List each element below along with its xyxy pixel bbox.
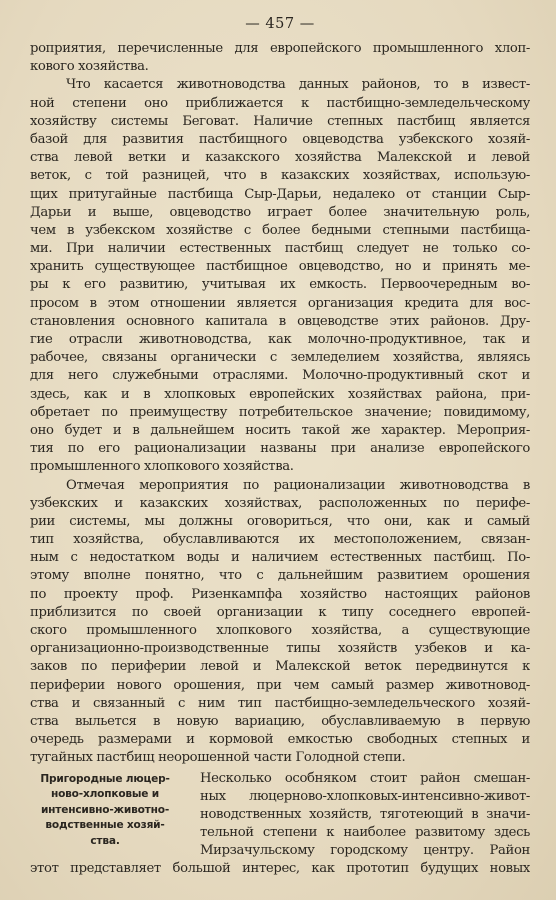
text-line: тип хозяйства, обуславливаются их местоположением, связан- [30, 532, 530, 548]
text-line: чем в узбекском хозяйстве с более бедными степными пастбища- [30, 222, 530, 238]
text-line: этот представляет большой интерес, как прототип будущих новых [30, 861, 530, 877]
paragraph [30, 477, 530, 768]
text-line: для него служебными отраслями. Молочно-продуктивный скот и [30, 368, 530, 384]
text-line: ры к его развитию, учитывая их емкость. Первоочередным во- [30, 277, 530, 293]
text-line: периферии нового орошения, при чем самый размер животновод- [30, 677, 530, 693]
text-line: кового хозяйства. [30, 59, 149, 75]
text-line: промышленного хлопкового хозяйства. [30, 459, 294, 475]
text-line: Несколько особняком стоит район смешан- [200, 770, 530, 786]
text-line: ных люцерново-хлопковых-интенсивно-живот- [200, 788, 530, 804]
text-line: Мирзачульскому городскому центру. Район [200, 843, 530, 859]
text-line: по проекту проф. Ризенкампфа хозяйство настоящих районов [30, 586, 530, 602]
text-line: ского промышленного хлопкового хозяйства, а существующие [30, 623, 530, 638]
text-line: становления основного капитала в овцеводстве этих районов. Дру- [30, 313, 530, 329]
text-line: щих притугайные пастбища Сыр-Дарьи, недалеко от станции Сыр- [30, 186, 530, 202]
text-line: оно будет и в дальнейшем носить такой же характер. Мероприя- [30, 422, 530, 438]
side-heading-line: водственные хозяй- [45, 819, 165, 831]
text-line: ства левой ветки и казакского хозяйства Малекской и левой [30, 150, 530, 166]
text-line: здесь, как и в хлопковых европейских хозяйствах района, при- [30, 386, 530, 402]
main-text [30, 40, 530, 768]
text-line: обретает по преимуществу потребительское значение; повидимому, [30, 404, 530, 420]
text-line: заков по периферии левой и Малекской веток передвинутся к [30, 659, 530, 675]
page-number: — 457 — [245, 16, 315, 32]
text-line: роприятия, перечисленные для европейского промышленного хлоп- [30, 41, 530, 56]
text-line: тия по его рационализации названы при анализе европейского [30, 441, 530, 457]
text-line: просом в этом отношении является организация кредита для вос- [30, 295, 530, 311]
section-suburban-farms [30, 770, 530, 861]
text-line: очередь размерами и кормовой емкостью свободных степных и [30, 732, 530, 748]
text-line: рии системы, мы должны оговориться, что они, как и самый [30, 513, 530, 529]
text-line: рабочее, связаны органически с земледелием хозяйства, являясь [30, 350, 530, 366]
text-line: хозяйству системы Беговат. Наличие степных пастбищ является [30, 113, 530, 129]
section-side-paragraph [180, 770, 530, 861]
text-line: Что касается животноводства данных районов, то в извест- [66, 77, 530, 93]
side-heading-line: Пригородные люцер- [40, 772, 170, 785]
paragraph [30, 76, 530, 476]
text-line: хранить существующее пастбищное овцеводство, но и принять ме- [30, 259, 530, 275]
text-line: веток, с той разницей, что в казакских хозяйствах, использую- [30, 168, 530, 184]
paragraph [30, 40, 530, 76]
text-line: узбекских и казакских хозяйствах, расположенных по перифе- [30, 495, 530, 511]
text-line: ства и связанный с ним тип пастбищно-земледельческого хозяй- [30, 695, 530, 711]
section-side-heading [30, 770, 180, 850]
text-line: базой для развития пастбищного овцеводства узбекского хозяй- [30, 131, 530, 147]
text-line: приблизится по своей организации к типу соседнего европей- [30, 604, 530, 620]
text-line: Дарьи и выше, овцеводство играет более значительную роль, [30, 204, 530, 220]
text-line: Отмечая мероприятия по рационализации животноводства в [66, 477, 530, 493]
text-line: тельной степени к наиболее развитому здесь [200, 825, 530, 841]
side-heading-line: ства. [90, 834, 120, 847]
text-line: новодственных хозяйств, тяготеющий в значи- [200, 806, 530, 822]
side-heading-line: интенсивно-животно- [40, 803, 170, 816]
text-line: гие отрасли животноводства, как молочно-продуктивное, так и [30, 332, 530, 347]
text-line: организационно-производственные типы хозяйств узбеков и ка- [30, 641, 530, 657]
text-line: тугайных пастбищ неорошенной части Голодной степи. [30, 750, 406, 766]
final-text [30, 860, 530, 878]
text-line: ной степени оно приближается к пастбищно-земледельческому [30, 95, 530, 111]
text-line: этому вполне понятно, что с дальнейшим развитием орошения [30, 568, 530, 584]
text-line: ным с недостатком воды и наличием естественных пастбищ. По- [30, 550, 530, 566]
text-line: ства выльется в новую вариацию, обуславливаемую в первую [30, 713, 530, 729]
text-line: ми. При наличии естественных пастбищ следует не только со- [30, 241, 530, 257]
side-heading-line: ново-хлопковые и [50, 788, 159, 800]
